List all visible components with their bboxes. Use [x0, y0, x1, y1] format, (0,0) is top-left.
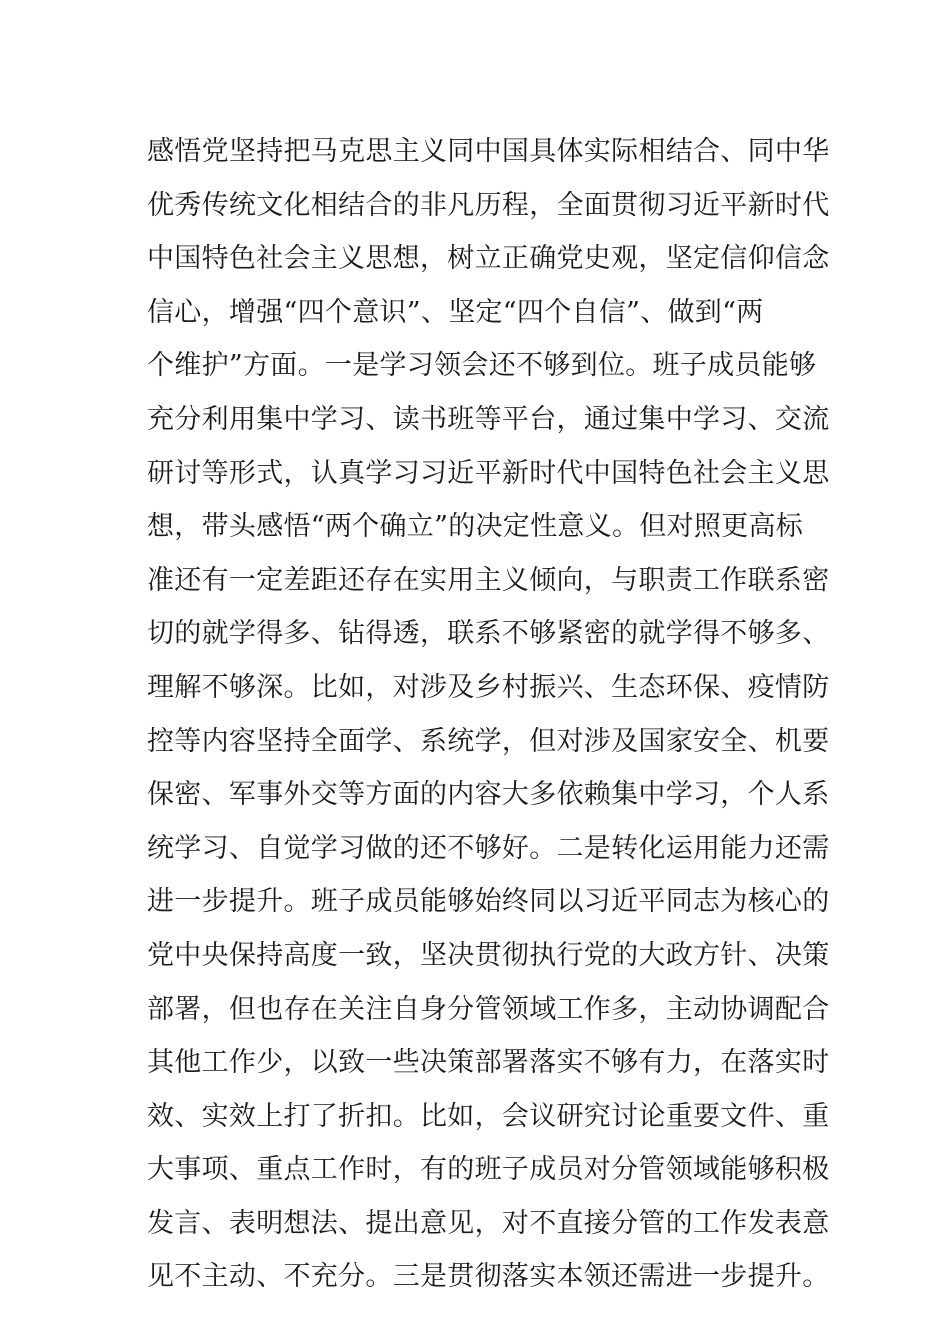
- text-line: 优秀传统文化相结合的非凡历程，全面贯彻习近平新时代: [147, 189, 830, 221]
- text-line: 保密、军事外交等方面的内容大多依赖集中学习，个人系: [147, 779, 830, 811]
- text-line: 准还有一定差距还存在实用主义倾向，与职责工作联系密: [147, 564, 830, 596]
- text-line: 中国特色社会主义思想，树立正确党史观，坚定信仰信念: [147, 243, 830, 275]
- text-line: 理解不够深。比如，对涉及乡村振兴、生态环保、疫情防: [147, 671, 830, 703]
- text-line: 研讨等形式，认真学习习近平新时代中国特色社会主义思: [147, 457, 830, 489]
- text-line: 部署，但也存在关注自身分管领域工作多，主动协调配合: [147, 993, 830, 1025]
- text-line: 控等内容坚持全面学、系统学，但对涉及国家安全、机要: [147, 725, 830, 757]
- text-line: 大事项、重点工作时，有的班子成员对分管领域能够积极: [147, 1154, 830, 1186]
- text-line: 效、实效上打了折扣。比如，会议研究讨论重要文件、重: [147, 1100, 830, 1132]
- text-line: 其他工作少，以致一些决策部署落实不够有力，在落实时: [147, 1047, 830, 1079]
- text-line: 统学习、自觉学习做的还不够好。二是转化运用能力还需: [147, 832, 830, 864]
- text-line: 切的就学得多、钻得透，联系不够紧密的就学得不够多、: [147, 618, 830, 650]
- text-line: 进一步提升。班子成员能够始终同以习近平同志为核心的: [147, 886, 830, 918]
- text-line: 见不主动、不充分。三是贯彻落实本领还需进一步提升。: [147, 1261, 830, 1293]
- text-line: 感悟党坚持把马克思主义同中国具体实际相结合、同中华: [147, 136, 830, 167]
- body-paragraph: [147, 125, 830, 1304]
- text-line: 信心，增强“四个意识”、坚定“四个自信”、做到“两: [147, 296, 764, 328]
- text-line: 充分利用集中学习、读书班等平台，通过集中学习、交流: [147, 403, 830, 435]
- text-line: 想，带头感悟“两个确立”的决定性意义。但对照更高标: [147, 511, 804, 543]
- text-line: 发言、表明想法、提出意见，对不直接分管的工作发表意: [147, 1207, 830, 1239]
- text-line: 个维护”方面。一是学习领会还不够到位。班子成员能够: [147, 350, 817, 382]
- text-line: 党中央保持高度一致，坚决贯彻执行党的大政方针、决策: [147, 939, 830, 971]
